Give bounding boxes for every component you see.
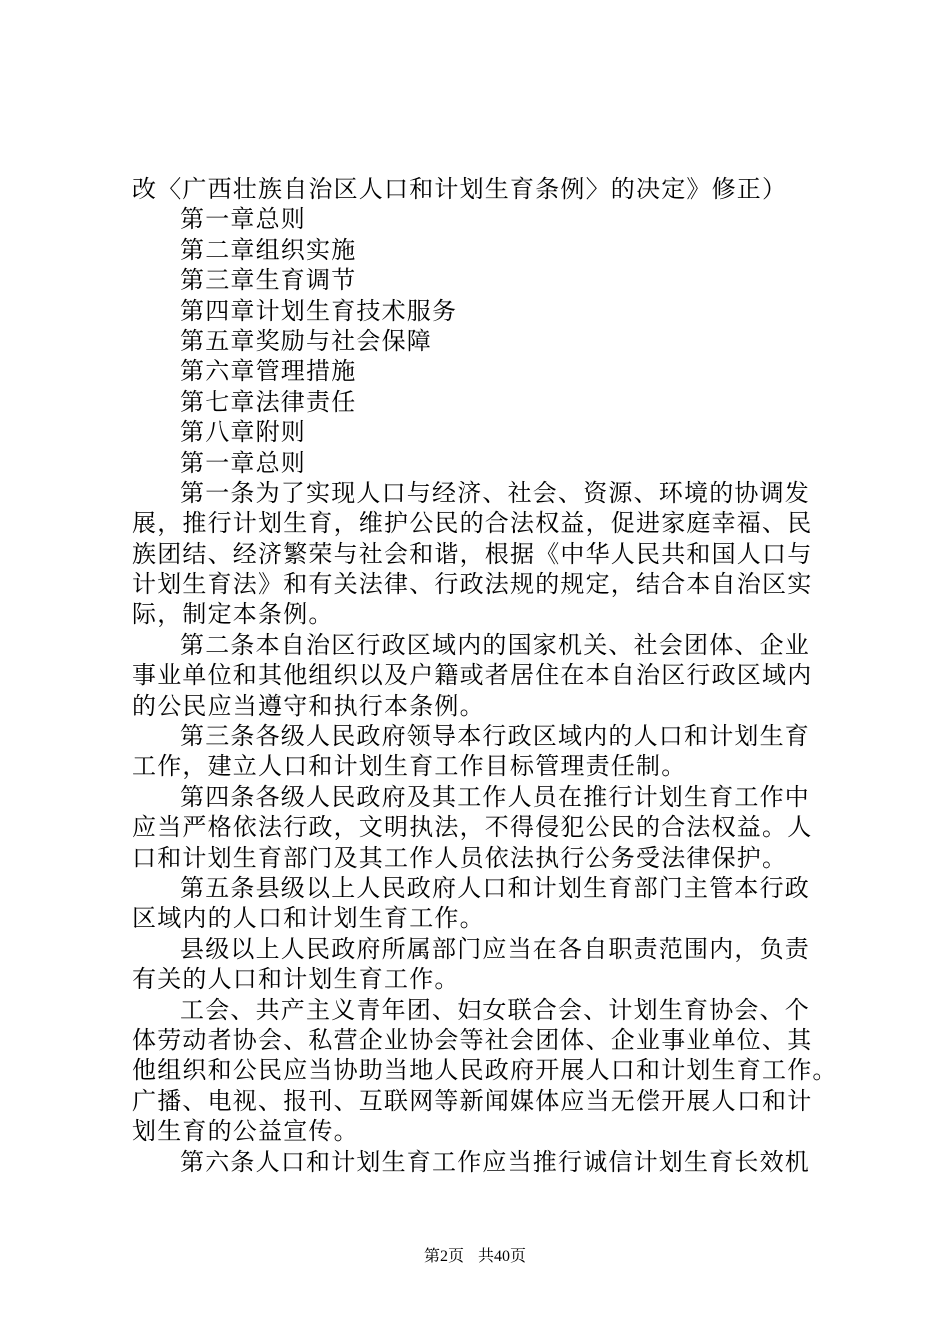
text-line: 县级以上人民政府所属部门应当在各自职责范围内，负责 <box>180 934 810 963</box>
text-line: 体劳动者协会、私营企业协会等社会团体、企业事业单位、其 <box>132 1025 813 1054</box>
text-line: 展，推行计划生育，维护公民的合法权益，促进家庭幸福、民 <box>132 509 813 538</box>
text-line: 他组织和公民应当协助当地人民政府开展人口和计划生育工作。 <box>132 1056 838 1085</box>
text-line: 的公民应当遵守和执行本条例。 <box>132 691 485 720</box>
text-line: 第四条各级人民政府及其工作人员在推行计划生育工作中 <box>180 782 810 811</box>
text-line: 改〈广西壮族自治区人口和计划生育条例〉的决定》修正） <box>132 175 788 203</box>
page-footer <box>0 1243 950 1266</box>
text-line: 第七章法律责任 <box>180 387 357 416</box>
text-line: 有关的人口和计划生育工作。 <box>132 965 460 994</box>
text-line: 区域内的人口和计划生育工作。 <box>132 904 485 933</box>
text-line: 第三条各级人民政府领导本行政区域内的人口和计划生育 <box>180 722 810 751</box>
text-line: 工作，建立人口和计划生育工作目标管理责任制。 <box>132 752 687 781</box>
text-line: 工会、共产主义青年团、妇女联合会、计划生育协会、个 <box>180 995 810 1024</box>
text-line: 第四章计划生育技术服务 <box>180 296 458 325</box>
text-line: 第一章总则 <box>180 448 306 477</box>
text-line: 划生育的公益宣传。 <box>132 1117 359 1146</box>
text-line: 际，制定本条例。 <box>132 600 334 629</box>
text-line: 第二条本自治区行政区域内的国家机关、社会团体、企业 <box>180 630 810 659</box>
text-line: 第五章奖励与社会保障 <box>180 326 432 355</box>
document-body <box>132 174 838 1177</box>
text-line: 第二章组织实施 <box>180 235 357 264</box>
page-number: 第2页 <box>423 1248 464 1265</box>
text-line: 第一章总则 <box>180 205 306 234</box>
text-line: 第六条人口和计划生育工作应当推行诚信计划生育长效机 <box>180 1147 810 1176</box>
text-line: 第六章管理措施 <box>180 357 357 386</box>
text-line: 族团结、经济繁荣与社会和谐，根据《中华人民共和国人口与 <box>132 539 813 568</box>
text-line: 第一条为了实现人口与经济、社会、资源、环境的协调发 <box>180 478 810 507</box>
text-line: 事业单位和其他组织以及户籍或者居住在本自治区行政区域内 <box>132 661 813 690</box>
text-line: 第八章附则 <box>180 418 306 447</box>
text-line: 口和计划生育部门及其工作人员依法执行公务受法律保护。 <box>132 843 788 872</box>
text-line: 广播、电视、报刊、互联网等新闻媒体应当无偿开展人口和计 <box>132 1086 813 1115</box>
text-line: 计划生育法》和有关法律、行政法规的规定，结合本自治区实 <box>132 570 813 599</box>
text-line: 应当严格依法行政，文明执法，不得侵犯公民的合法权益。人 <box>132 813 813 842</box>
page-total: 共40页 <box>478 1248 527 1265</box>
text-line: 第三章生育调节 <box>180 266 357 295</box>
text-line: 第五条县级以上人民政府人口和计划生育部门主管本行政 <box>180 873 810 902</box>
